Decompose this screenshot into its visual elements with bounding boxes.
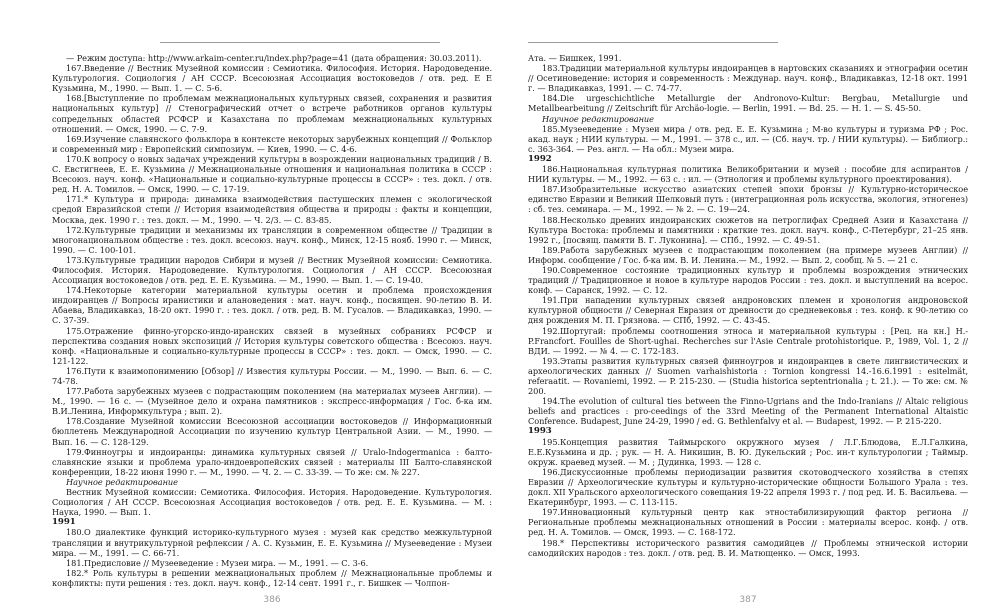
bibliography-entry: 196.Дискуссионные проблемы периодизации развития скотоводческого хозяйства в степях Евразии // Археологические культуры и культурно-исторические общности Большого Урала : тез. докл. XII Уральского археологического совещания 19-22 апреля 1993 г. / под ред. И. Б. Васильева. — Екатеринбург, 1993. — С. 113-115. [528, 466, 968, 508]
header-rule [528, 42, 778, 43]
right-entries-1993 [528, 437, 968, 558]
bibliography-entry: 174.Некоторые категории материальной культуры осетин и проблема происхождения индоиранцев // Вопросы иранистики и алановедения : мат. науч. конф., посвящен. 90-летию В. И. Абаева, Владикавказ, 18-20 окт. 1990 г. : тез. докл. / отв. ред. В. М. Гусалов. — Владикавказ, 1990. — С. 37-39. [52, 285, 492, 326]
bibliography-entry: 193.Этапы развития культурных связей финноугров и индоиранцев в свете лингвистических и археологических данных // Suomen varhaishistoria : Tornion kongressi 14.-16.6.1991 : esitelmät, referaatit. — Rovaniemi, 1992. — P. 215-230. — (Studia historica septentrionalia ; t. 21.). — То же: см. № 200. [528, 355, 968, 397]
bibliography-entry: 188.Несколько древних индоиранских сюжетов на петроглифах Средней Азии и Казахстана // Культура Востока: проблемы и памятники : краткие тез. докл. науч. конф., С-Петербург, 21–25 янв. 1992 г., [посвящ. памяти В. Г. Луконина]. — СПб., 1992. — С. 49-51. [528, 214, 968, 245]
bibliography-entry: 195.Концепция развития Таймырского окружного музея / Л.Г.Блюдова, Е.Л.Галкина, Е.Е.Кузьмина и др. ; рук. — Н. А. Никишин, В. Ю. Дукельский ; Рос. ин-т культурологии ; Таймыр. окруж. краевед музей. — М. ; Дудинка, 1993. — 128 с. [528, 436, 968, 467]
header-rule [160, 42, 440, 43]
bibliography-entry: 172.Культурные традиции и механизмы их трансляции в современном обществе // Традиции в многонациональном обществе : тез. докл. всесоюз. науч. конф., Минск, 12-15 нояб. 1990 г. — Минск, 1990. — С. 100-101. [52, 224, 492, 255]
bibliography-entry: 198.* Перспективы исторического развития самодийцев // Проблемы этнической истории самодийских народов : тез. докл. / отв. ред. В. И. Матющенко. — Омск, 1993. [528, 537, 968, 558]
page-number: 387 [739, 595, 757, 605]
left-page-body [52, 53, 492, 588]
bibliography-entry: 168.[Выступление по проблемам межнациональных культурных связей, сохранения и развития национальных культур] // Стенографический отчет о встрече работников органов культуры сопредельных областей РСФСР и Казахстана по проблемам межнациональных культурных отношений. — Омск, 1990. — С. 7-9. [52, 93, 492, 134]
bibliography-entry: 179.Финноугры и индоиранцы: динамика культурных связей // Uralo-Indogermanica : балто-славянские языки и проблема урало-индоевропейских связей : материалы III Балто-славянской конференции, 18-22 июня 1990 г. — М., 1990. — Ч. 2. — С. 33-39. — То же: см. № 227. [52, 446, 492, 477]
bibliography-entry: 178.Создание Музейной комиссии Всесоюзной ассоциации востоковедов // Информационный бюллетень Международной Ассоциации по изучению культур Центральной Азии. — М., 1990. — Вып. 16. — С. 128-129. [52, 416, 492, 447]
bibliography-entry: 186.Национальная культурная политика Великобритании и музей : пособие для аспирантов / НИИ культуры. — М., 1992. — 63 с. : ил. — (Этнология и проблемы культурного проектирования). [528, 164, 968, 185]
bibliography-entry: 190.Современное состояние традиционных культур и проблемы возрождения этнических традиций // Традиционное и новое в культуре народов России : тез. докл. и выступлений на всерос. конф. — Саранск, 1992. — С. 12. [528, 264, 968, 296]
bibliography-entry: 170.К вопросу о новых задачах учреждений культуры в возрождении национальных традиций / В. С. Евстигнеев, Е. Е. Кузьмина // Межнациональные отношения и национальная политика в СССР : Всесоюз. науч. конф. «Национальные и социально-культурные процессы в СССР» : тез. докл. / отв. ред. Н. А. Томилов. — Омск, 1990. — С. 17-19. [52, 153, 492, 195]
bibliography-entry: 180.О диалектике функций историко-культурного музея : музей как средство межкультурной трансляции и внутрикультурной рефлексии / А. С. Кузьмин, Е. Е. Кузьмина // Музееведение : Музеи мира. — М., 1991. — С. 66-71. [52, 527, 492, 558]
right-page [528, 0, 968, 614]
bibliography-entry: 192.Шортугай: проблемы соотношения этноса и материальной культуры : [Рец. на кн.] H.-P.Francfort. Fouilles de Short-ughai. Recherches sur l'Asie Centrale protohistorique. P., 1989, Vol. 1, 2 // ВДИ. — 1992. — № 4. — С. 172-183. [528, 325, 968, 356]
left-page [52, 0, 492, 614]
bibliography-entry: 194.The evolution of cultural ties between the Finno-Ugrians and the Indo-Iranians // Altaic religious beliefs and practices : pro-ceedings of the 33rd Meeting of the Permanent International Altaistic Conference. Budapest, June 24-29, 1990 / ed. G. Bethlenfalvy et al. — Budapest, 1992. — P. 215-220. [528, 396, 968, 427]
year-heading-1992: 1992 [528, 153, 552, 164]
year-heading-1993: 1993 [528, 426, 552, 437]
bibliography-entry: 176.Пути к взаимопонимению [Обзор] // Известия культуры России. — М., 1990. — Вып. 6. — С. 74-78. [52, 365, 492, 386]
bibliography-entry: 184.Die urgeschichtliche Metallurgie der Andronovo-Kultur: Bergbau, Metallurgie und Metallbearbeitung // Zeitschrift für Archäo-logie. — Berlin, 1991. — Bd. 25. — Н. 1. — S. 45-50. [528, 93, 968, 114]
bibliography-entry: 183.Традиции материальной культуры индоиранцев в нартовских сказаниях и этнографии осетин // Осетиноведение: история и современность : Междунар. науч. конф., Владикавказ, 12-18 окт. 1991 г. — Владикавказ, 1991. — С. 74-77. [528, 63, 968, 94]
bibliography-entry: 181.Предисловие // Музееведение : Музеи мира. — М., 1991. — С. 3-6. [66, 557, 369, 568]
bibliography-entry: 197.Инновационный культурный центр как этностабилизирующий фактор региона // Региональные проблемы межнациональных отношений в России : материалы всерос. конф. / отв. ред. Н. А. Томилов. — Омск, 1993. — С. 168-172. [528, 507, 968, 538]
bibliography-entry: 187.Изобразительные искусство азиатских степей эпохи бронзы // Культурно-историческое единство Евразии и Великий Шелковый путь : (интеграционная роль искусства, экология, этногенез) : сб. тез. семинара. — М., 1992. — № 2. — С. 19—24. [528, 184, 968, 215]
bibliography-entry: — Режим доступа: http://www.arkaim-center.ru/index.php?page=41 (дата обращения: 30.03.2011). [66, 53, 482, 63]
right-page-body [528, 53, 968, 558]
left-entries-1991 [52, 527, 492, 588]
bibliography-entry: 167.Введение // Вестник Музейной комиссии : Семиотика. Философия. История. Народоведение. Культурология. Социология / АН СССР. Всесоюзная Ассоциация востоковедов / отв. ред. Е Е Кузьмина, М., 1990. — Вып. 1. — С. 5-6. [52, 63, 492, 94]
bibliography-entry: 185.Музееведение : Музеи мира / отв. ред. Е. Е. Кузьмина ; М-во культуры и туризма РФ ; Рос. акад. наук ; НИИ культуры. — М., 1991. — 378 с., ил. — (Сб. науч. тр. / НИИ культуры). — Библиогр.: с. 363-364. — Рез. англ. — На обл.: Музеи мира. [528, 123, 968, 154]
page-number: 386 [263, 595, 281, 605]
bibliography-entry: Ата. — Бишкек, 1991. [528, 53, 622, 63]
right-entries-1991 [528, 53, 968, 154]
bibliography-entry: 169.Изучение славянского фольклора в контексте некоторых зарубежных концепций // Фольклор и современный мир : Европейский симпозиум. — Киев, 1990. — С. 4-6. [52, 133, 492, 154]
bibliography-entry: Вестник Музейной комиссии: Семиотика. Философия. История. Народоведение. Культурология. Социология / АН СССР. Всесоюзная Ассоциация востоковедов / отв. ред. Е. Е. Кузьмина. — М. : Наука, 1990. — Вып. 1. [52, 487, 492, 518]
bibliography-entry: 175.Отражение финно-угорско-индо-иранских связей в музейных собраниях РСФСР и перспектива создания новых экспозиций // История культуры советского общества : Всесоюз. науч. конф. «Национальные и социально-культурные процессы в СССР» : тез. докл. — Омск, 1990. — С. 121-122. [52, 325, 492, 366]
year-heading-1991: 1991 [52, 517, 76, 528]
bibliography-entry: 191.При нападении культурных связей андроновских племен и хронология андроновской культурной общности // Северная Евразия от древности до средневековья : тез. конф. к 90-летию со дня рождения М. П. Грязнова. — СПб, 1992. — С. 43-45. [528, 295, 968, 326]
bibliography-entry: 171.* Культура и природа: динамика взаимодействия пастушеских племен с экологической средой Евразийской степи // История взаимодействия общества и природы : факты и концепции, Москва, дек. 1990 г. : тез. докл. — М., 1990. — Ч. 2/3. — С. 83-85. [52, 194, 492, 225]
bibliography-entry: 173.Культурные традиции народов Сибири и музей // Вестник Музейной комиссии: Семиотика. Философия. История. Народоведение. Культурология. Социология / АН СССР. Всесоюзная Ассоциация востоковедов / отв. ред. Е. Е. Кузьмина. — М., 1990. — Вып. 1. — С. 19-40. [52, 254, 492, 286]
right-entries-1992 [528, 164, 968, 426]
bibliography-entry: 189.Работа зарубежных музеев с подрастающим поколением (на примере музеев Англии) // Информ. сообщение / Гос. б-ка им. В. И. Ленина.— М., 1992. — Вып. 2, сообщ. № 5. — 21 с. [528, 244, 968, 265]
left-entries-1990 [52, 53, 492, 517]
bibliography-entry: 177.Работа зарубежных музеев с подрастающим поколением (на материалах музеев Англии). — М., 1990. — 16 с. — (Музейное дело и охрана памятников : экспресс-информация / Гос. б-ка им. В.И.Ленина, Информкультура ; вып. 2). [52, 386, 492, 417]
section-note: Научное редактирование [542, 113, 654, 124]
bibliography-entry: 182.* Роль культуры в решении межнациональных проблем // Межнациональные проблемы и конфликты: пути решения : тез. докл. науч. конф., 12-14 сент. 1991 г., г. Бишкек — Чолпон- [52, 567, 492, 588]
section-note: Научное редактирование [66, 476, 178, 487]
